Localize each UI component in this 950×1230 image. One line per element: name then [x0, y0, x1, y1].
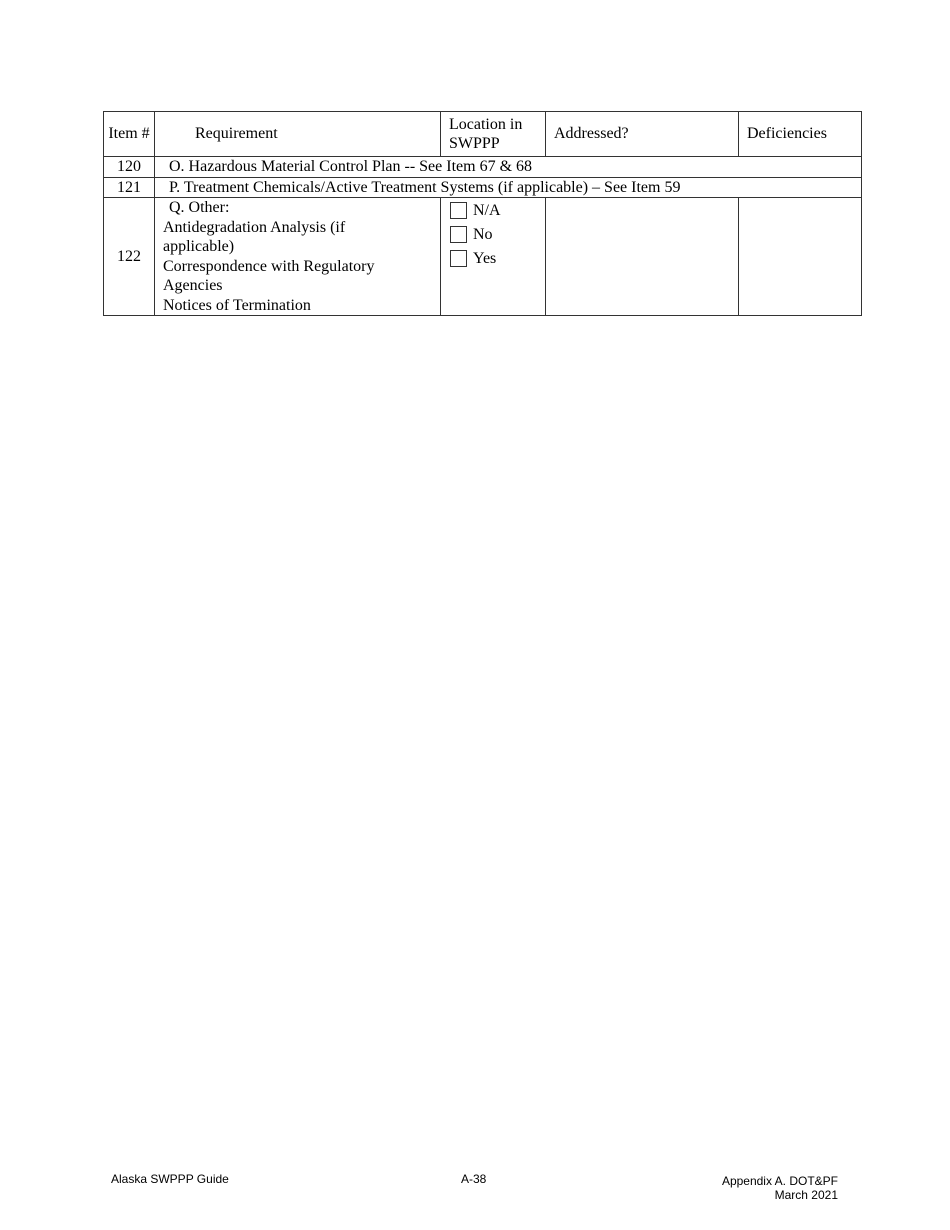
requirement-line: Correspondence with Regulatory — [163, 257, 375, 275]
requirement-line: Agencies — [163, 277, 223, 294]
option-na[interactable] — [450, 198, 537, 222]
requirement-line: applicable) — [163, 238, 235, 255]
table-row — [104, 157, 862, 178]
table-row — [104, 198, 862, 316]
addressed-cell — [546, 198, 739, 316]
requirement-line: Q. Other: — [169, 199, 230, 216]
checkbox-icon[interactable] — [450, 202, 467, 219]
requirements-checklist-table — [103, 111, 862, 316]
row-item-number: 121 — [104, 177, 155, 198]
option-yes[interactable] — [450, 246, 537, 270]
table-row — [104, 177, 862, 198]
requirement-line: Notices of Termination — [163, 296, 311, 314]
deficiencies-cell — [739, 198, 862, 316]
footer-appendix — [722, 1174, 838, 1202]
option-label: Yes — [473, 249, 497, 267]
row-requirement-text: O. Hazardous Material Control Plan -- See Item 67 & 68 — [155, 157, 862, 178]
row-item-number: 122 — [104, 198, 155, 316]
footer-guide-title: Alaska SWPPP Guide — [111, 1172, 229, 1186]
option-no[interactable] — [450, 222, 537, 246]
row-item-number: 120 — [104, 157, 155, 178]
header-addressed: Addressed? — [546, 112, 739, 157]
header-requirement: Requirement — [155, 112, 441, 157]
header-deficiencies: Deficiencies — [739, 112, 862, 157]
checkbox-icon[interactable] — [450, 250, 467, 267]
header-item-number: Item # — [104, 112, 155, 157]
checkbox-icon[interactable] — [450, 226, 467, 243]
row-requirement-text — [155, 198, 441, 316]
option-label: No — [473, 225, 493, 243]
table-header-row — [104, 112, 862, 157]
footer-page-number: A-38 — [461, 1172, 487, 1186]
header-location-in-swppp: Location in SWPPP — [441, 112, 546, 157]
row-requirement-text: P. Treatment Chemicals/Active Treatment Systems (if applicable) – See Item 59 — [155, 177, 862, 198]
location-options — [441, 198, 546, 316]
footer-date: March 2021 — [774, 1188, 838, 1202]
option-label: N/A — [473, 201, 501, 219]
footer-appendix-title: Appendix A. DOT&PF — [721, 1174, 838, 1188]
requirement-line: Antidegradation Analysis (if — [163, 218, 346, 236]
